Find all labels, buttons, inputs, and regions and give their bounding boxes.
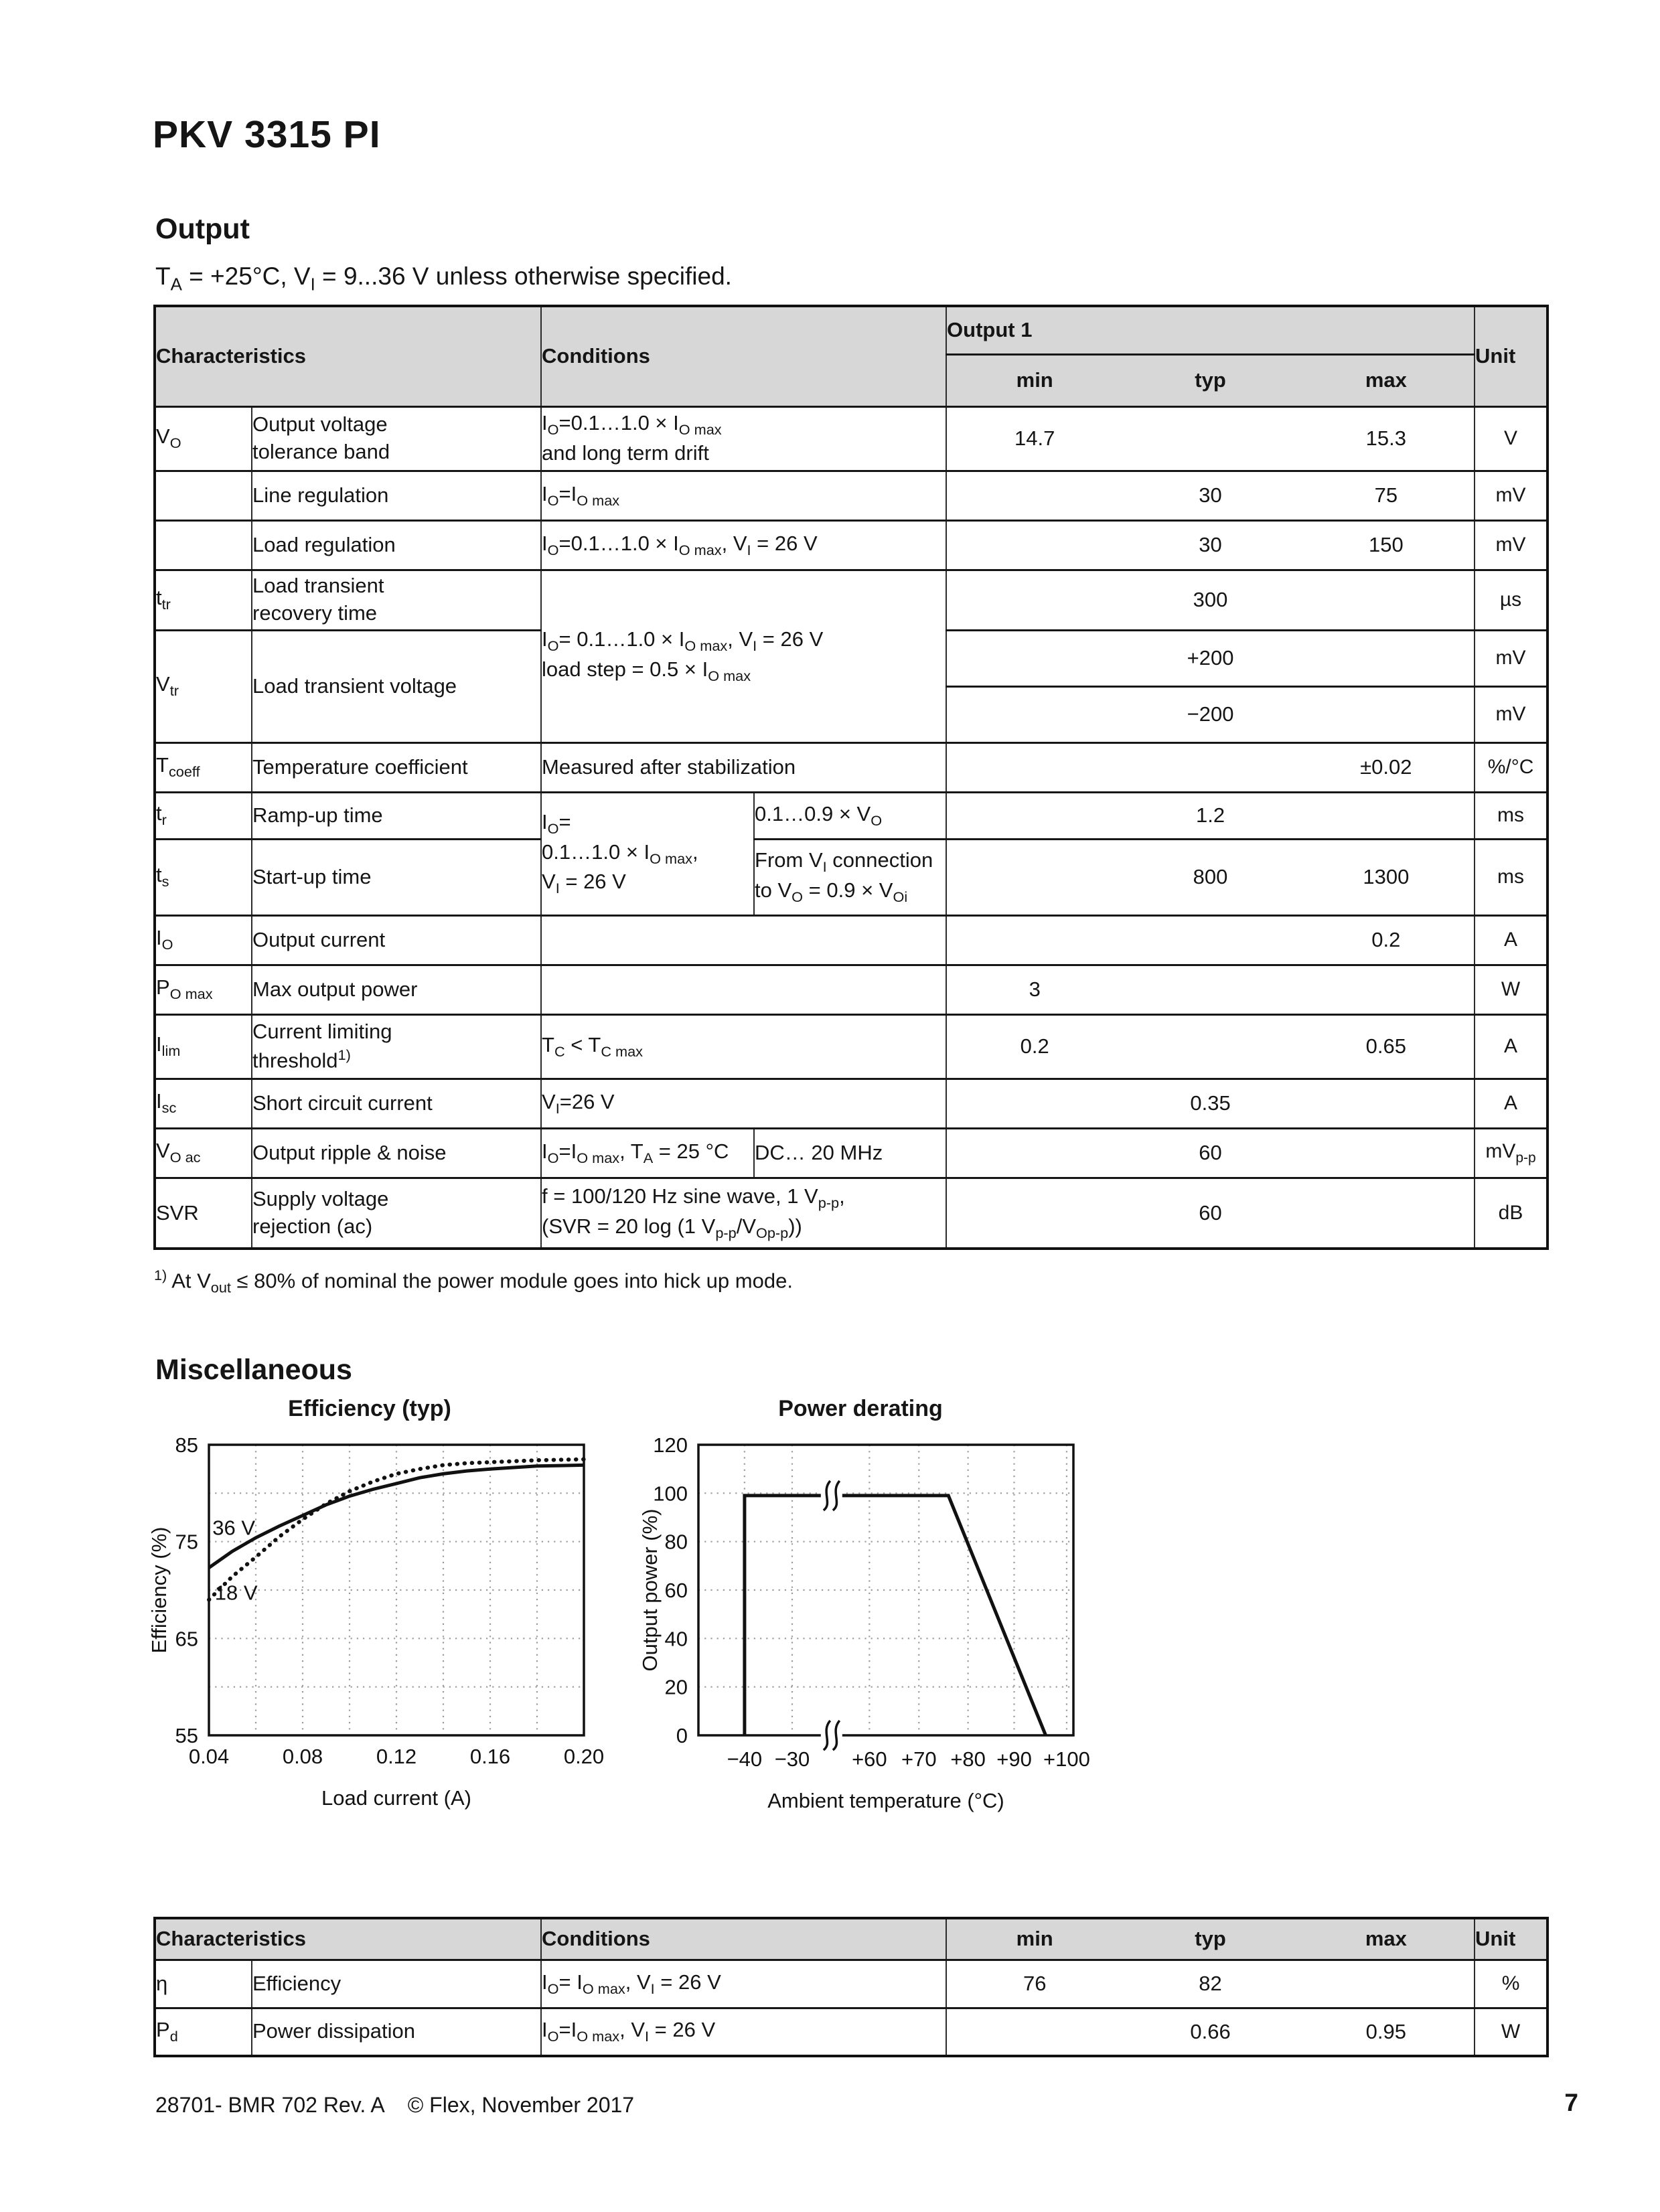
conditions-cell: $I_O=I_{O max}$, $V_I = 26$ V [541, 2008, 946, 2056]
min-value: 14.7 [1014, 426, 1055, 450]
table-row [155, 1178, 1548, 1249]
typ-value [1122, 928, 1298, 952]
x-tick-label: 0.08 [282, 1745, 323, 1768]
max-value: 15.3 [1365, 426, 1407, 450]
values-cell [946, 915, 1475, 965]
min-value: 76 [1023, 1972, 1047, 1995]
table-row [155, 792, 1548, 839]
x-tick-label: 0.12 [376, 1745, 417, 1768]
col-characteristics: Characteristics [155, 306, 541, 406]
conditions-cell: $V_I=26$ V [541, 1079, 946, 1128]
efficiency-chart [149, 1396, 658, 1821]
values-cell [946, 1079, 1475, 1128]
table-row [155, 2008, 1548, 2056]
symbol-cell: $t_r$ [155, 792, 252, 839]
max-value: 150 [1368, 533, 1404, 556]
y-tick-label: 80 [664, 1530, 688, 1554]
symbol-cell [155, 520, 252, 570]
table-row [155, 570, 1548, 630]
conditions-cell: f = 100/120 Hz sine wave, 1 $V_{p-p}$, (SVR = 20 log (1 $V_{p-p}/V_{Op-p}$)) [541, 1178, 946, 1249]
x-tick-label: 0.20 [563, 1745, 605, 1768]
x-tick-label: −30 [774, 1747, 810, 1771]
y-tick-label: 0 [676, 1724, 688, 1747]
y-tick-label: 60 [664, 1579, 688, 1602]
min-value [947, 928, 1122, 952]
y-tick-label: 20 [664, 1675, 688, 1699]
x-tick-label: +60 [852, 1747, 887, 1771]
values-cell [946, 792, 1475, 839]
typ-value: 300 [1193, 588, 1228, 611]
unit-cell: mV [1475, 630, 1548, 686]
max-value [1298, 977, 1474, 1002]
name-cell: Short circuit current [252, 1079, 541, 1128]
y-axis-label: Output power (%) [639, 1508, 662, 1672]
table-row [155, 1960, 1548, 2008]
x-tick-label: +90 [996, 1747, 1032, 1771]
min-value [947, 646, 1122, 670]
max-value: 0.2 [1371, 928, 1401, 951]
x-tick-label: 0.16 [469, 1745, 511, 1768]
y-axis-label: Efficiency (%) [149, 1526, 171, 1654]
name-cell: Load regulation [252, 520, 541, 570]
symbol-cell: $I_{lim}$ [155, 1014, 252, 1079]
col-characteristics: Characteristics [155, 1918, 541, 1960]
power-derating-chart [639, 1396, 1148, 1821]
values-cell [946, 630, 1475, 686]
conditions-cell: $I_O=0.1\dots 1.0 \times I_{O max}$ and long term drift [541, 406, 946, 471]
unit-cell: % [1475, 1960, 1548, 2008]
y-tick-label: 100 [653, 1482, 688, 1506]
axis-break-gap [821, 1727, 842, 1743]
unit-cell: A [1475, 1014, 1548, 1079]
max-value [1298, 646, 1474, 670]
conditions-subcell: From $V_I$ connection to $V_O = 0.9 \times V_{Oi}$ [754, 839, 946, 915]
min-value [947, 702, 1122, 726]
name-cell: Line regulation [252, 471, 541, 520]
unit-cell: W [1475, 965, 1548, 1014]
unit-cell: A [1475, 915, 1548, 965]
max-value: 0.95 [1365, 2019, 1407, 2043]
name-cell: Power dissipation [252, 2008, 541, 2056]
conditions-cell: $I_O= I_{O max}$, $V_I = 26$ V [541, 1960, 946, 2008]
conditions-intro: $T_A = +25^\circ C$, $V_I = 9...36$ V unless otherwise specified. [155, 262, 732, 295]
symbol-cell: $I_O$ [155, 915, 252, 965]
typ-value [1122, 1034, 1298, 1058]
x-tick-label: 0.04 [188, 1745, 230, 1768]
values-cell [946, 1178, 1475, 1249]
name-cell: Supply voltage rejection (ac) [252, 1178, 541, 1249]
min-value [947, 1201, 1122, 1225]
col-output1: Output 1 [946, 306, 1475, 354]
y-tick-label: 75 [175, 1530, 198, 1554]
unit-cell: A [1475, 1079, 1548, 1128]
conditions-cell: Measured after stabilization [541, 742, 946, 792]
values-cell [946, 686, 1475, 742]
conditions-cell: $I_O=0.1\dots 1.0 \times I_{O max}$, $V_I = 26$ V [541, 520, 946, 570]
unit-cell: V [1475, 406, 1548, 471]
conditions-subcell: DC… 20 MHz [754, 1128, 946, 1178]
unit-cell: W [1475, 2008, 1548, 2056]
min-typ-max-header [946, 354, 1475, 406]
series-18v [209, 1459, 584, 1600]
table-header-row [155, 306, 1548, 354]
typ-value: 30 [1199, 483, 1222, 507]
misc-spec-table [153, 1917, 1549, 2057]
min-value: 3 [1029, 977, 1041, 1001]
values-cell [946, 570, 1475, 630]
typ-value: 0.35 [1190, 1091, 1231, 1115]
typ-value [1122, 977, 1298, 1002]
conditions-subcell: 0.1…0.9 × $V_O$ [754, 792, 946, 839]
name-cell: Temperature coefficient [252, 742, 541, 792]
unit-cell: mV [1475, 520, 1548, 570]
min-value [947, 755, 1122, 779]
values-cell [946, 471, 1475, 520]
unit-cell: mV [1475, 686, 1548, 742]
typ-value: +200 [1187, 646, 1234, 669]
values-cell [946, 520, 1475, 570]
table-row [155, 1014, 1548, 1079]
x-tick-label: +100 [1043, 1747, 1090, 1771]
col-typ: typ [1195, 1927, 1226, 1951]
name-cell: Efficiency [252, 1960, 541, 2008]
max-value [1298, 588, 1474, 612]
typ-value: 800 [1193, 865, 1228, 888]
table-row [155, 1079, 1548, 1128]
table-row [155, 406, 1548, 471]
typ-value: 30 [1199, 533, 1222, 556]
name-cell: Output current [252, 915, 541, 965]
power-derating-chart-plot [639, 1433, 1148, 1818]
x-tick-label: −40 [727, 1747, 763, 1771]
table-row [155, 471, 1548, 520]
name-cell: Max output power [252, 965, 541, 1014]
unit-cell: µs [1475, 570, 1548, 630]
unit-cell: ms [1475, 839, 1548, 915]
col-conditions: Conditions [541, 306, 946, 406]
typ-value: 60 [1199, 1141, 1222, 1164]
symbol-cell: $I_{sc}$ [155, 1079, 252, 1128]
page-title: PKV 3315 PI [153, 113, 381, 156]
efficiency-chart-title: Efficiency (typ) [288, 1396, 451, 1421]
max-value: 75 [1374, 483, 1398, 507]
values-cell [946, 1014, 1475, 1079]
series-label: 18 V [214, 1581, 258, 1605]
symbol-cell: $P_{O max}$ [155, 965, 252, 1014]
footer-copyright: © Flex, November 2017 [407, 2093, 635, 2117]
max-value [1298, 1091, 1474, 1115]
section-heading-miscellaneous: Miscellaneous [155, 1354, 352, 1386]
values-cell [946, 1128, 1475, 1178]
name-cell: Start-up time [252, 839, 541, 915]
output-spec-table [153, 305, 1549, 1250]
axis-break-gap [821, 1488, 842, 1504]
min-value [947, 2020, 1122, 2044]
name-cell: Load transient voltage [252, 630, 541, 742]
symbol-cell: η [155, 1960, 252, 2008]
col-typ: typ [1195, 368, 1226, 392]
conditions-cell: $I_O=I_{O max}$, $T_A = 25$ °C [541, 1128, 754, 1178]
unit-cell: dB [1475, 1178, 1548, 1249]
table-row [155, 839, 1548, 915]
table-row [155, 520, 1548, 570]
table-header-row [155, 1918, 1548, 1960]
series-36v [209, 1465, 584, 1567]
name-cell: Ramp-up time [252, 792, 541, 839]
series-label: 36 V [212, 1516, 256, 1540]
name-cell: Output ripple & noise [252, 1128, 541, 1178]
values-cell [946, 742, 1475, 792]
max-value: ±0.02 [1360, 755, 1412, 779]
min-typ-max-header [946, 1918, 1475, 1960]
symbol-cell: SVR [155, 1178, 252, 1249]
min-value [947, 803, 1122, 827]
max-value [1298, 803, 1474, 827]
unit-cell: $mV_{p-p}$ [1475, 1128, 1548, 1178]
typ-value: 60 [1199, 1200, 1222, 1224]
max-value [1298, 702, 1474, 726]
y-tick-label: 40 [664, 1627, 688, 1651]
table-row [155, 915, 1548, 965]
max-value [1298, 1141, 1474, 1165]
values-cell [946, 965, 1475, 1014]
min-value [947, 1091, 1122, 1115]
symbol-cell: $t_s$ [155, 839, 252, 915]
symbol-cell: $V_{tr}$ [155, 630, 252, 742]
symbol-cell: $V_O$ [155, 406, 252, 471]
col-min: min [1016, 368, 1053, 392]
min-value [947, 483, 1122, 507]
y-tick-label: 85 [175, 1433, 198, 1457]
typ-value: −200 [1187, 702, 1234, 726]
y-tick-label: 65 [175, 1627, 198, 1651]
symbol-cell: $P_d$ [155, 2008, 252, 2056]
symbol-cell [155, 471, 252, 520]
min-value [947, 1141, 1122, 1165]
col-max: max [1365, 368, 1407, 392]
values-cell [946, 1960, 1475, 2008]
table-row [155, 742, 1548, 792]
y-tick-label: 55 [175, 1724, 198, 1747]
unit-cell: %/°C [1475, 742, 1548, 792]
conditions-cell: $I_O=$ 0.1…1.0 × $I_{O max}$, $V_I = 26$ V load step = $0.5 \times I_{O max}$ [541, 570, 946, 742]
conditions-cell: $T_C < T_{C max}$ [541, 1014, 946, 1079]
symbol-cell: $V_{O ac}$ [155, 1128, 252, 1178]
footnote: $^{1)}$ At $V_{out} \le 80\%$ of nominal the power module goes into hick up mode. [154, 1267, 793, 1296]
x-tick-label: +80 [950, 1747, 986, 1771]
values-cell [946, 2008, 1475, 2056]
table-row [155, 1128, 1548, 1178]
unit-cell: ms [1475, 792, 1548, 839]
col-unit: Unit [1475, 1918, 1548, 1960]
conditions-cell: $I_O=I_{O max}$ [541, 471, 946, 520]
max-value: 1300 [1363, 865, 1410, 888]
table-row [155, 965, 1548, 1014]
efficiency-chart-plot [149, 1433, 658, 1818]
x-axis-label: Load current (A) [321, 1786, 471, 1810]
x-axis-label: Ambient temperature (°C) [767, 1789, 1004, 1812]
conditions-cell [541, 965, 946, 1014]
x-tick-label: +70 [901, 1747, 937, 1771]
max-value [1298, 1201, 1474, 1225]
values-cell [946, 839, 1475, 915]
col-min: min [1016, 1927, 1053, 1951]
values-cell [946, 406, 1475, 471]
footer [155, 2093, 634, 2118]
footer-doc-ref: 28701- BMR 702 Rev. A [155, 2093, 385, 2117]
min-value: 0.2 [1020, 1034, 1049, 1058]
typ-value: 82 [1199, 1972, 1222, 1995]
min-value [947, 588, 1122, 612]
typ-value: 0.66 [1190, 2019, 1231, 2043]
name-cell: Current limiting threshold$^{1)}$ [252, 1014, 541, 1079]
max-value: 0.65 [1365, 1034, 1407, 1058]
typ-value: 1.2 [1195, 803, 1225, 827]
conditions-cell: $I_O=$ 0.1…1.0 × $I_{O max}$, $V_I = 26$ V [541, 792, 754, 915]
col-conditions: Conditions [541, 1918, 946, 1960]
min-value [947, 533, 1122, 557]
typ-value [1122, 426, 1298, 451]
col-max: max [1365, 1927, 1407, 1951]
typ-value [1122, 755, 1298, 779]
min-value [947, 865, 1122, 889]
max-value [1298, 1972, 1474, 1996]
y-tick-label: 120 [653, 1433, 688, 1457]
name-cell: Output voltage tolerance band [252, 406, 541, 471]
power-derating-chart-title: Power derating [778, 1396, 943, 1421]
conditions-cell [541, 915, 946, 965]
col-unit: Unit [1475, 306, 1548, 406]
name-cell: Load transient recovery time [252, 570, 541, 630]
series-derating-limit [745, 1496, 1046, 1735]
unit-cell: mV [1475, 471, 1548, 520]
section-heading-output: Output [155, 213, 250, 245]
symbol-cell: $T_{coeff}$ [155, 742, 252, 792]
symbol-cell: $t_{tr}$ [155, 570, 252, 630]
page-number: 7 [1564, 2089, 1578, 2116]
